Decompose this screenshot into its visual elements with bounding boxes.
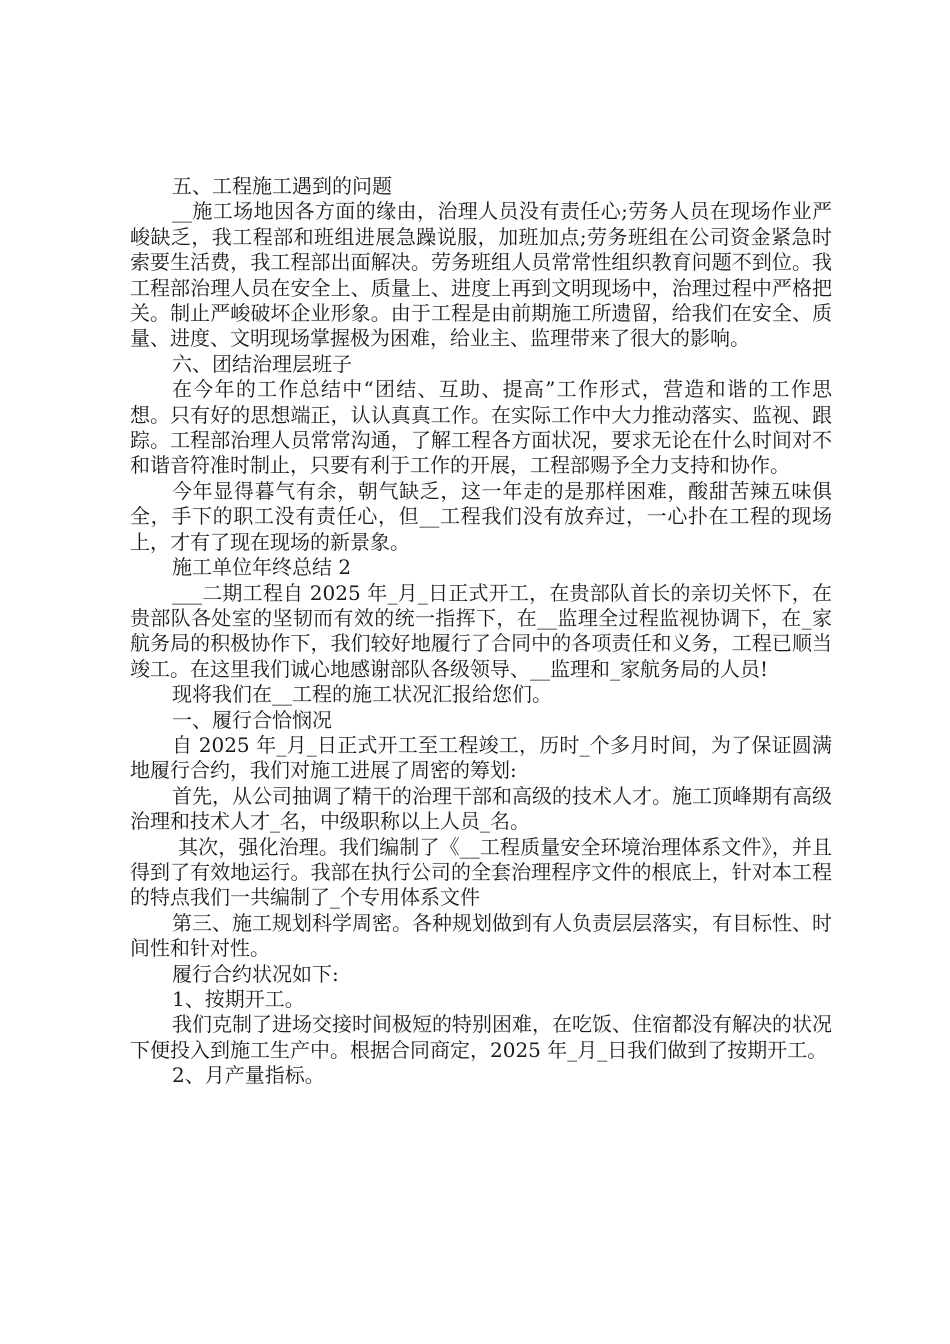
body-paragraph: 我们克制了进场交接时间极短的特别困难，在吃饭、住宿都没有解决的状况下便投入到施工生产中。根据合同商定，2025 年_月_日我们做到了按期开工。 bbox=[130, 1012, 832, 1062]
section-heading: 五、工程施工遇到的问题 bbox=[172, 174, 392, 198]
body-paragraph: 现将我们在__工程的施工状况汇报给您们。 bbox=[172, 682, 552, 707]
list-heading: 1、按期开工。 bbox=[172, 987, 305, 1011]
section-heading: 六、团结治理层班子 bbox=[172, 351, 352, 376]
body-paragraph: 自 2025 年_月_日正式开工至工程竣工，历时_个多月时间，为了保证圆满地履行合约，我们对施工进展了周密的筹划: bbox=[130, 732, 832, 783]
body-paragraph: 其次，强化治理。我们编制了《__工程质量安全环境治理体系文件》，并且得到了有效地运行。我部在执行公司的全套治理程序文件的根底上，针对本工程的特点我们一共编制了_个专用体系文件 bbox=[130, 834, 832, 910]
document-subtitle: 施工单位年终总结 2 bbox=[172, 555, 352, 580]
body-paragraph: 今年显得暮气有余，朝气缺乏，这一年走的是那样困难，酸甜苦辣五味俱全，手下的职工没有责任心，但__工程我们没有放弃过，一心扑在工程的现场上，才有了现在现场的新景象。 bbox=[130, 478, 832, 554]
body-paragraph: __施工场地因各方面的缘由，治理人员没有责任心;劳务人员在现场作业严峻缺乏，我工程部和班组进展急躁说服，加班加点;劳务班组在公司资金紧急时索要生活费，我工程部出面解决。劳务班组人员常常性组织教育问题不到位。我工程部治理人员在安全上、质量上、进度上再到文明现场中，治理过程中严格把关。制止严峻破坏企业形象。由于工程是由前期施工所遗留，给我们在安全、质量、进度、文明现场掌握极为困难，给业主、监理带来了很大的影响。 bbox=[130, 199, 832, 351]
body-paragraph: 第三、施工规划科学周密。各种规划做到有人负责层层落实，有目标性、时间性和针对性。 bbox=[130, 910, 832, 961]
body-paragraph: 首先，从公司抽调了精干的治理干部和高级的技术人才。施工顶峰期有高级治理和技术人才_名，中级职称以上人员_名。 bbox=[130, 783, 832, 834]
body-paragraph: ___二期工程自 2025 年_月_日正式开工，在贵部队首长的亲切关怀下，在贵部队各处室的坚韧而有效的统一指挥下，在__监理全过程监视协调下，在_家航务局的积极协作下，我们较好地履行了合同中的各项责任和义务，工程已顺当竣工。在这里我们诚心地感谢部队各级领导、__监理和_家航务局的人员! bbox=[130, 580, 832, 681]
body-paragraph: 履行合约状况如下: bbox=[172, 961, 339, 986]
document-body bbox=[130, 174, 832, 1089]
list-heading: 2、月产量指标。 bbox=[172, 1063, 325, 1088]
section-heading: 一、履行合恰悯况 bbox=[172, 707, 332, 732]
body-paragraph: 在今年的工作总结中“团结、互助、提高”工作形式，营造和谐的工作思想。只有好的思想端正，认认真真工作。在实际工作中大力推动落实、监视、跟踪。工程部治理人员常常沟通，了解工程各方面状况，要求无论在什么时间对不和谐音符准时制止，只要有利于工作的开展，工程部赐予全力支持和协作。 bbox=[130, 377, 832, 478]
